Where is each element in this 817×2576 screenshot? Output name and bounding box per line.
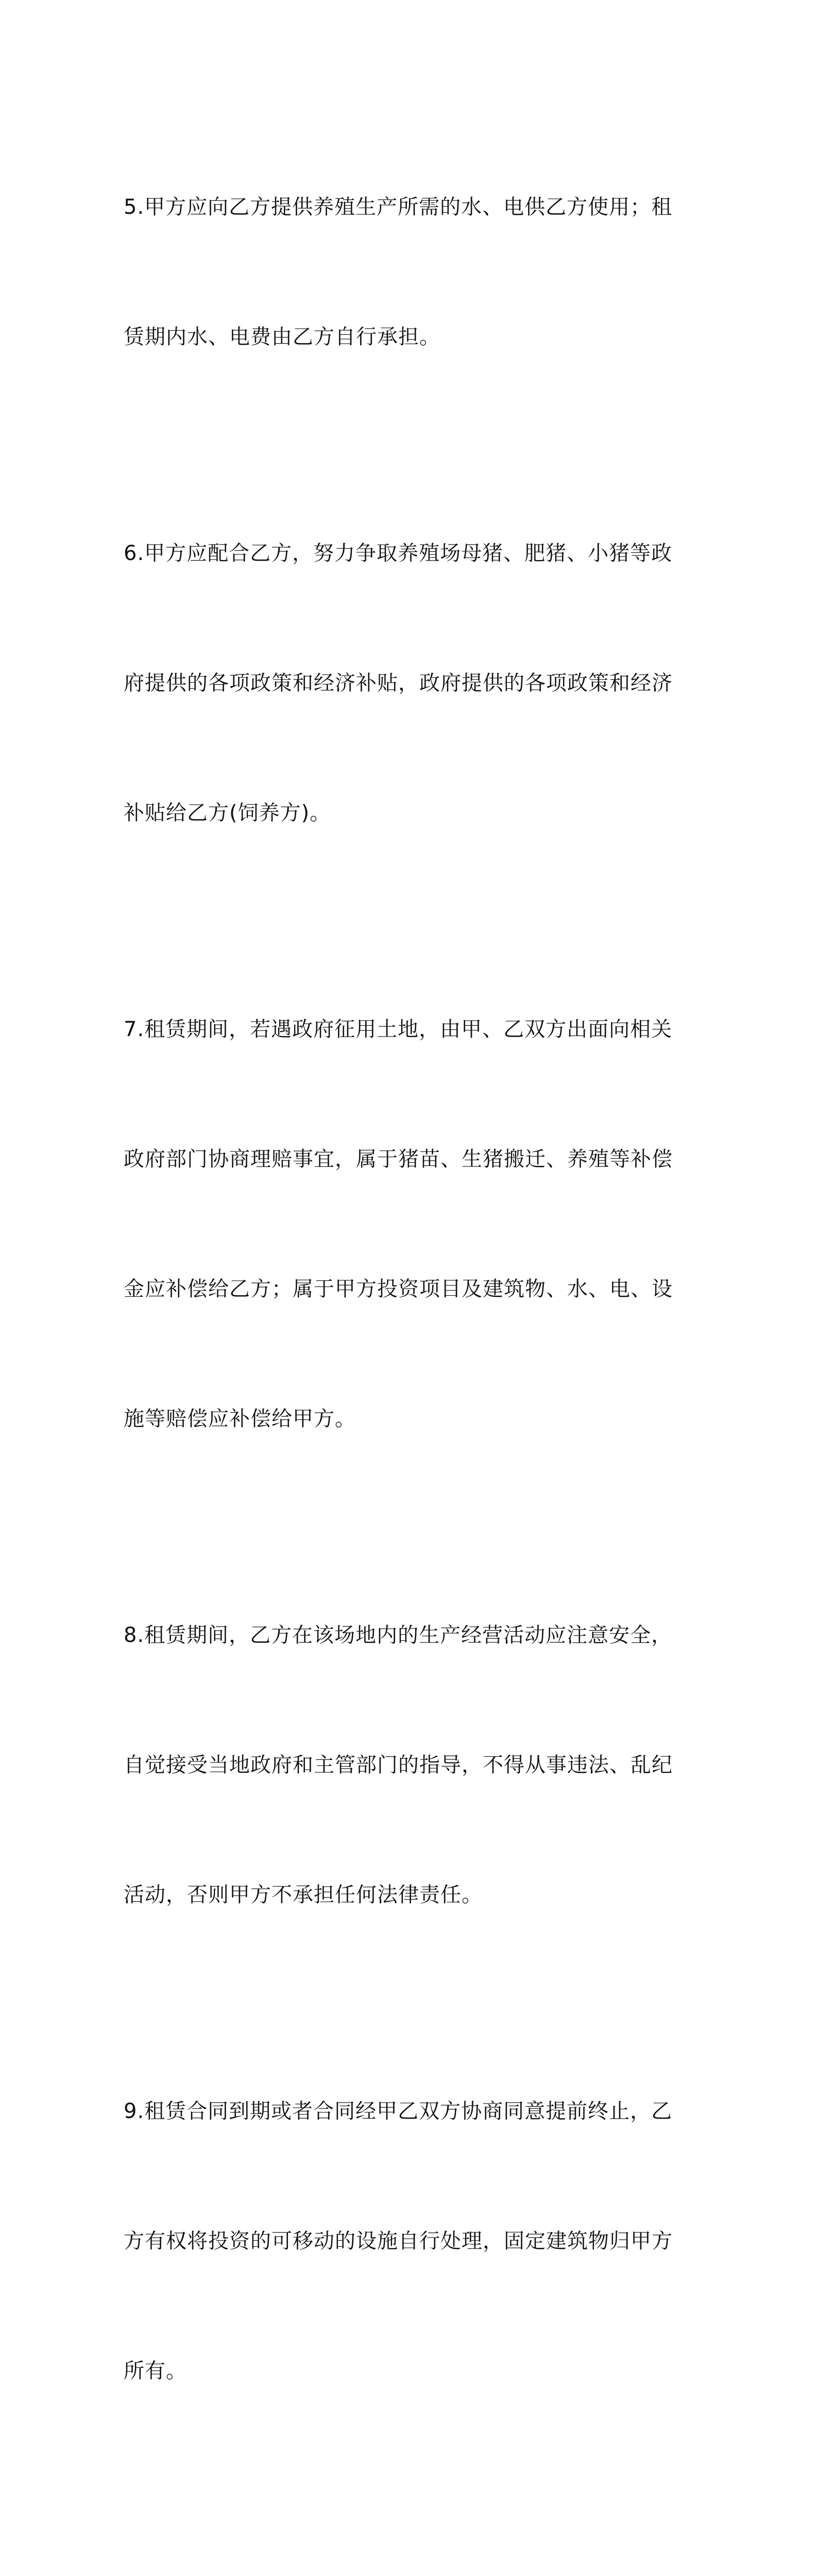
clause-line: 自觉接受当地政府和主管部门的指导，不得从事违法、乱纪	[124, 1753, 673, 1777]
clause-line: 所有。	[124, 2359, 187, 2383]
clause-9	[124, 2003, 695, 2479]
clause-line: 补贴给乙方(饲养方)。	[124, 801, 331, 825]
clause-line: 活动，否则甲方不承担任何法律责任。	[124, 1883, 483, 1907]
clause-line: 赁期内水、电费由乙方自行承担。	[124, 325, 440, 349]
clause-line: 8.租赁期间，乙方在该场地内的生产经营活动应注意安全，	[124, 1623, 673, 1647]
clause-8	[124, 1527, 695, 2003]
clause-5	[124, 99, 695, 445]
clause-10	[124, 2479, 695, 2576]
clause-line: 金应补偿给乙方；属于甲方投资项目及建筑物、水、电、设	[124, 1277, 673, 1301]
clause-line: 施等赔偿应补偿给甲方。	[124, 1407, 356, 1431]
clause-line: 9.租赁合同到期或者合同经甲乙双方协商同意提前终止，乙	[124, 2099, 673, 2123]
clause-line: 方有权将投资的可移动的设施自行处理，固定建筑物归甲方	[124, 2229, 673, 2253]
clause-line: 7.租赁期间，若遇政府征用土地，由甲、乙双方出面向相关	[124, 1018, 673, 1041]
clause-7	[124, 921, 695, 1527]
clause-line: 5.甲方应向乙方提供养殖生产所需的水、电供乙方使用；租	[124, 195, 673, 219]
clause-6	[124, 445, 695, 921]
clause-line: 府提供的各项政策和经济补贴，政府提供的各项政策和经济	[124, 671, 673, 695]
clause-line: 政府部门协商理赔事宜，属于猪苗、生猪搬迁、养殖等补偿	[124, 1147, 673, 1171]
document-body	[124, 99, 695, 2576]
clause-line	[124, 2566, 695, 2576]
clause-line: 6.甲方应配合乙方，努力争取养殖场母猪、肥猪、小猪等政	[124, 541, 673, 565]
